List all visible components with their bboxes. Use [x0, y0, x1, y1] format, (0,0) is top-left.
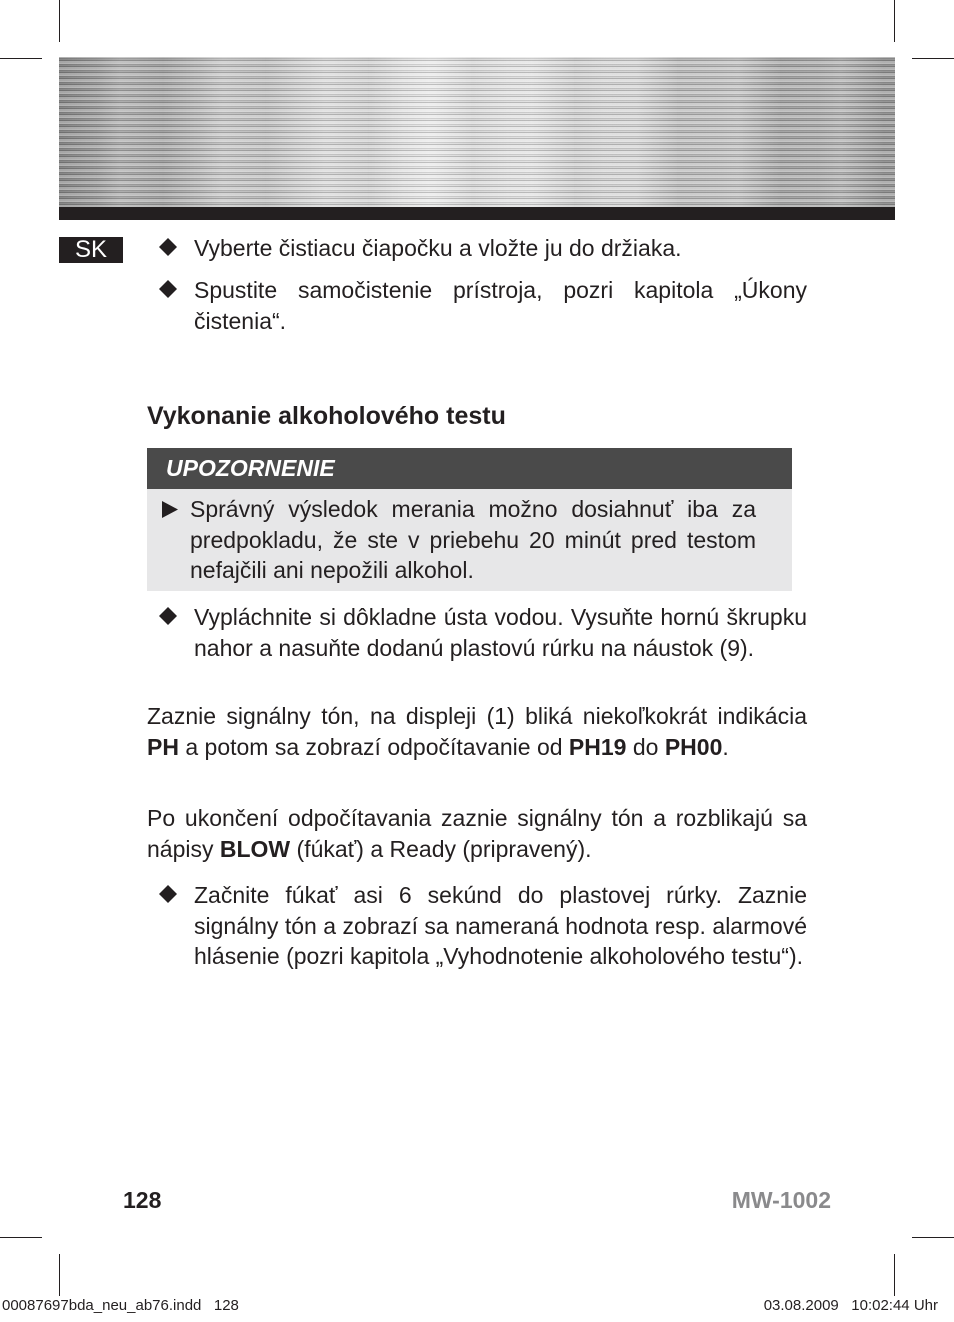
list-item	[147, 880, 807, 972]
paragraph-text: .	[722, 733, 729, 760]
crop-mark	[894, 1254, 895, 1296]
crop-mark	[59, 0, 60, 42]
diamond-bullet-icon	[158, 237, 178, 257]
diamond-bullet-icon	[158, 279, 178, 299]
crop-mark	[0, 58, 42, 59]
paragraph-text: do	[626, 733, 665, 760]
list-item	[147, 275, 807, 336]
model-name: MW-1002	[731, 1187, 831, 1213]
display-code: PH	[147, 733, 179, 760]
paragraph-text: Po ukončení odpočítavania zaznie signálny tón a rozblikajú sa nápisy	[147, 805, 807, 862]
paragraph	[147, 701, 807, 762]
print-slug-file: 00087697bda_neu_ab76.indd 128	[2, 1297, 239, 1314]
print-slug-date: 03.08.2009 10:02:44 Uhr	[763, 1297, 938, 1314]
notice-box	[147, 448, 792, 591]
paragraph	[147, 803, 807, 864]
crop-mark	[0, 1237, 42, 1238]
list-item-text: Začnite fúkať asi 6 sekúnd do plastovej rúrky. Zaznie signálny tón a zobrazí sa nameraná hodnota resp. alarmové hlásenie (pozri kapitola „Vyhodnotenie alkoholového testu“).	[194, 882, 807, 969]
paragraph-text: (fúkať) a Ready (pripravený).	[290, 835, 592, 862]
notice-body	[147, 489, 792, 586]
section-heading: Vykonanie alkoholového testu	[147, 402, 506, 430]
triangle-arrow-icon	[161, 500, 179, 519]
list-item-text: Vyberte čistiacu čiapočku a vložte ju do držiaka.	[194, 235, 682, 261]
diamond-bullet-icon	[158, 606, 178, 626]
display-code: PH19	[568, 733, 627, 760]
page-number: 128	[123, 1187, 162, 1213]
crop-mark	[894, 0, 895, 42]
list-item-text: Vypláchnite si dôkladne ústa vodou. Vysuňte hornú škrupku nahor a nasuňte dodanú plastovú rúrku na náustok (9).	[194, 604, 807, 661]
header-brushed-metal-band	[59, 57, 895, 207]
notice-title: UPOZORNENIE	[147, 448, 792, 489]
diamond-bullet-icon	[158, 884, 178, 904]
display-code: PH00	[664, 733, 723, 760]
paragraph-text: Zaznie signálny tón, na displeji (1) bliká niekoľkokrát indikácia	[147, 703, 807, 729]
list-item	[147, 233, 807, 264]
display-code: BLOW	[219, 835, 291, 862]
crop-mark	[912, 58, 954, 59]
crop-mark	[59, 1254, 60, 1296]
header-dark-bar	[59, 207, 895, 220]
list-item-text: Spustite samočistenie prístroja, pozri kapitola „Úkony čistenia“.	[194, 277, 807, 334]
notice-text: Správný výsledok merania možno dosiahnuť iba za predpokladu, že ste v priebehu 20 minút pred testom nefajčili ani nepožili alkohol.	[190, 496, 756, 583]
paragraph-text: a potom sa zobrazí odpočítavanie od	[178, 733, 569, 760]
language-tag: SK	[59, 237, 123, 263]
crop-mark	[912, 1237, 954, 1238]
list-item	[147, 602, 807, 663]
